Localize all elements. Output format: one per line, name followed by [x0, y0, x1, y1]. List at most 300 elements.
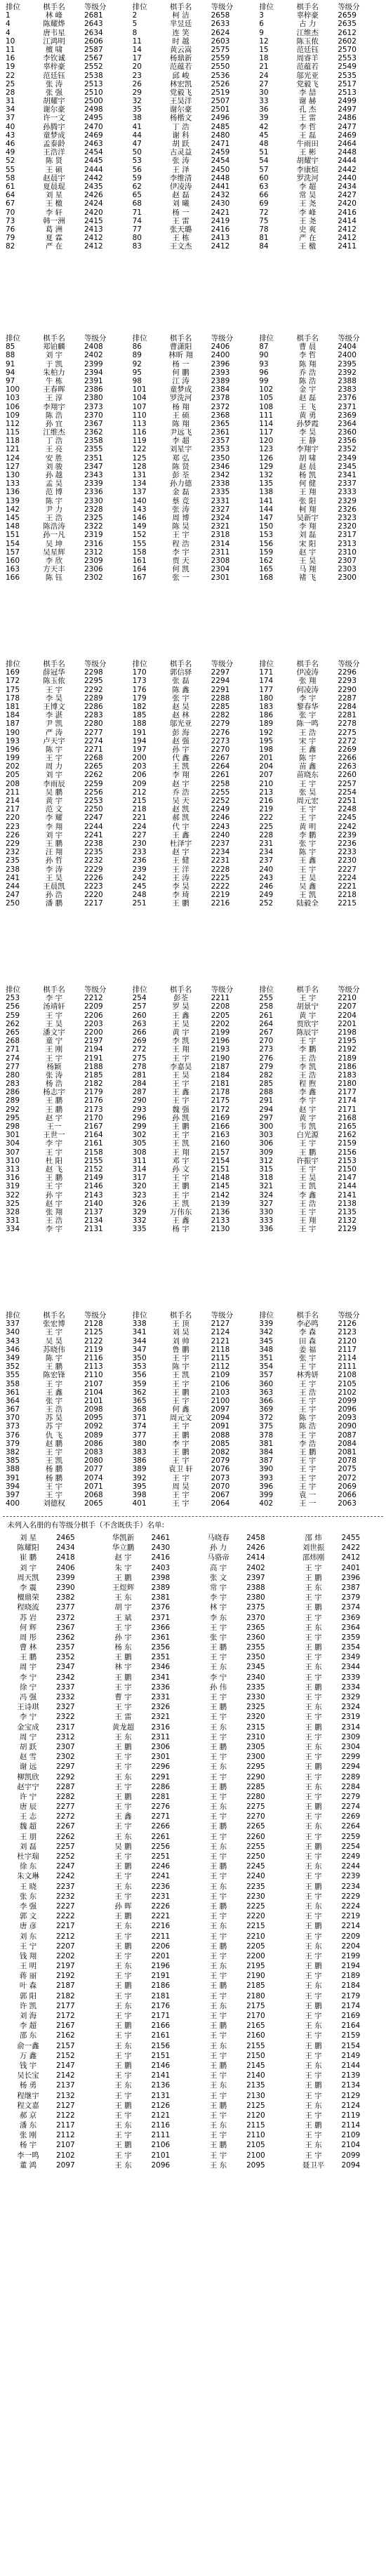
player-score: 2316	[151, 1722, 171, 1732]
player-score: 2295	[84, 677, 103, 686]
player-score: 2239	[338, 830, 357, 839]
table-row	[3, 762, 130, 771]
list-item	[193, 1782, 288, 1792]
table-row	[256, 1028, 383, 1037]
player-name: 尹远飞	[169, 428, 192, 437]
player-score: 2575	[211, 45, 230, 54]
table-row	[130, 557, 257, 565]
player-name: 王 顶	[172, 1320, 189, 1329]
player-rank: 256	[6, 1002, 20, 1011]
table-row	[3, 780, 130, 788]
list-item	[193, 1702, 288, 1712]
table-row	[130, 479, 257, 488]
player-name: 王 宇	[209, 1991, 227, 2000]
list-item	[193, 1742, 288, 1752]
list-item	[288, 1712, 384, 1722]
player-name: 王 鹏	[45, 1362, 63, 1372]
player-name: 王 鹏	[299, 1448, 317, 1456]
player-name: 陈 翔	[299, 359, 317, 369]
table-row	[256, 703, 383, 711]
table-row	[130, 488, 257, 496]
player-rank: 277	[6, 1062, 20, 1071]
player-name: 严 在	[299, 234, 317, 243]
player-name: 杨颖	[46, 1062, 62, 1071]
player-name: 王 宇	[45, 1448, 63, 1456]
player-score: 2226	[151, 1901, 171, 1911]
player-name: 王 晓	[19, 1882, 37, 1891]
player-name: 王 鹏	[114, 2061, 132, 2070]
player-score: 2444	[338, 157, 357, 166]
player-score: 2142	[56, 2071, 75, 2080]
player-name: 童 宁	[45, 1037, 63, 1046]
player-rank: 339	[259, 1320, 274, 1329]
player-name: 董 鸿	[19, 2160, 37, 2170]
player-name: 王 东	[209, 1882, 227, 1891]
player-name: 王 檄	[45, 199, 63, 208]
player-score: 2236	[338, 839, 357, 848]
player-score: 2280	[84, 719, 103, 729]
player-name: 刘 昊	[172, 1328, 189, 1337]
player-score: 2209	[84, 1002, 103, 1011]
player-rank: 218	[132, 805, 147, 814]
player-rank: 221	[132, 814, 147, 823]
player-score: 2221	[338, 882, 357, 891]
player-rank: 43	[6, 131, 15, 140]
player-rank: 265	[6, 1028, 20, 1037]
player-rank: 134	[132, 479, 147, 489]
player-score: 2086	[84, 1439, 103, 1448]
table-row	[130, 37, 257, 46]
player-rank: 154	[6, 539, 20, 548]
player-name: 赵 磊	[172, 191, 189, 200]
player-name: 白光源	[296, 1131, 319, 1140]
player-rank: 360	[259, 1379, 274, 1388]
player-score: 2093	[338, 1414, 357, 1423]
player-name: 周睿羊	[296, 54, 319, 63]
player-rank: 61	[6, 182, 15, 191]
player-score: 2369	[341, 1613, 361, 1622]
player-name: 孙 浩	[45, 891, 63, 900]
table-row	[130, 463, 257, 471]
player-score: 2166	[211, 1122, 230, 1131]
list-item	[3, 2051, 98, 2061]
player-rank: 276	[259, 1054, 274, 1063]
player-rank: 128	[132, 462, 147, 471]
list-item	[98, 2120, 194, 2130]
player-name: 王 鹏	[305, 1682, 322, 1692]
player-score: 2099	[341, 2151, 361, 2160]
table-row	[3, 1200, 130, 1208]
section-divider	[3, 1516, 383, 1517]
player-rank: 325	[6, 1199, 20, 1208]
player-name: 杨 鹏	[45, 1465, 63, 1474]
player-rank: 196	[6, 745, 20, 754]
player-name: 王 宇	[172, 1422, 189, 1431]
player-name: 王 鑫	[172, 1088, 189, 1097]
player-rank: 131	[132, 471, 147, 479]
table-row	[3, 1071, 130, 1080]
player-score: 2133	[211, 1216, 230, 1226]
ranking-column	[3, 1311, 130, 1508]
player-rank: 199	[6, 754, 20, 763]
player-score: 2229	[84, 865, 103, 874]
table-row	[3, 242, 130, 251]
player-name: 孙 伟	[209, 1682, 227, 1692]
player-name: 杜泽宇	[169, 839, 192, 848]
list-item	[98, 1712, 194, 1722]
player-name: 王 鹏	[172, 1448, 189, 1456]
table-row	[256, 814, 383, 822]
list-item	[193, 2080, 288, 2090]
table-row	[130, 711, 257, 719]
table-row	[256, 20, 383, 28]
table-row	[3, 1157, 130, 1165]
table-row	[256, 668, 383, 677]
player-rank: 340	[6, 1328, 20, 1337]
player-name: 王晨凯	[43, 882, 65, 891]
list-item	[288, 1792, 384, 1802]
table-row	[130, 1337, 257, 1346]
player-name: 王 宇	[305, 1972, 322, 1981]
header-score: 等级分	[211, 1311, 234, 1320]
player-name: 王 鹏	[299, 1148, 317, 1157]
player-score: 2103	[211, 1388, 230, 1397]
player-score: 2350	[246, 1653, 265, 1662]
player-name: 安 胜	[45, 453, 63, 463]
player-name: 王 宇	[114, 2031, 132, 2040]
player-name: 江维杰	[43, 428, 65, 437]
player-score: 2635	[338, 20, 357, 29]
table-row	[256, 394, 383, 402]
list-item	[288, 1772, 384, 1782]
player-name: 高 宇	[209, 1563, 227, 1572]
player-score: 2406	[211, 343, 230, 352]
player-rank: 172	[6, 677, 20, 686]
player-score: 2200	[246, 1951, 265, 1960]
player-rank: 215	[132, 797, 147, 805]
header-name: 棋手名	[43, 660, 65, 668]
player-score: 2207	[56, 1941, 75, 1951]
table-row	[130, 1122, 257, 1131]
player-name: 李 宁	[19, 1713, 37, 1722]
player-rank: 176	[132, 685, 147, 694]
player-name: 吴 天	[172, 797, 189, 805]
player-name: 赵 宇	[299, 547, 317, 557]
player-name: 孙 凯	[172, 1113, 189, 1122]
player-rank: 158	[132, 547, 147, 557]
table-row	[130, 1320, 257, 1328]
player-rank: 331	[6, 1216, 20, 1226]
player-score: 2471	[211, 140, 230, 148]
player-score: 2122	[84, 1336, 103, 1346]
player-score: 2249	[341, 1852, 361, 1861]
player-score: 2346	[211, 462, 230, 471]
player-rank: 376	[6, 1430, 20, 1440]
column-header	[256, 1311, 383, 1320]
player-name: 王 东	[209, 1962, 227, 1971]
table-row	[3, 174, 130, 182]
player-rank: 78	[259, 225, 269, 234]
player-name: 刘 宇	[45, 771, 63, 780]
table-row	[256, 780, 383, 788]
table-row	[256, 1139, 383, 1148]
player-name: 唐 辰	[19, 1802, 37, 1812]
list-item	[193, 1981, 288, 1991]
player-name: 李 浩	[299, 1439, 317, 1448]
table-row	[3, 531, 130, 539]
player-name: 张 宇	[45, 1396, 63, 1405]
player-name: 孙 宇	[45, 1190, 63, 1200]
player-rank: 239	[132, 865, 147, 874]
table-row	[3, 1354, 130, 1362]
table-row	[256, 488, 383, 496]
player-name: 程文嘉	[17, 2101, 39, 2110]
player-score: 2253	[84, 797, 103, 805]
player-rank: 345	[259, 1336, 274, 1346]
table-row	[3, 1088, 130, 1096]
player-score: 2068	[84, 1490, 103, 1499]
player-name: 马晓春	[207, 1534, 229, 1542]
player-score: 2241	[84, 830, 103, 839]
player-name: 王煜辉	[112, 1583, 135, 1592]
player-rank: 224	[132, 822, 147, 831]
table-row	[3, 668, 130, 677]
player-score: 2109	[341, 2131, 361, 2140]
player-score: 2206	[151, 1941, 171, 1951]
player-name: 王 宇	[299, 805, 317, 814]
player-score: 2235	[84, 848, 103, 857]
player-score: 2170	[246, 2012, 265, 2020]
list-item	[288, 1832, 384, 1842]
player-name: 王一	[46, 1122, 62, 1131]
player-name: 王 一	[299, 1499, 317, 1508]
player-rank: 161	[132, 556, 147, 565]
player-score: 2247	[56, 1862, 75, 1871]
player-name: 王 宇	[209, 1951, 227, 1960]
player-score: 2559	[211, 54, 230, 63]
player-name: 罗洗河	[296, 173, 319, 182]
player-name: 王 宇	[305, 2111, 322, 2120]
player-name: 陈辰宇	[296, 1028, 319, 1037]
table-row	[256, 174, 383, 182]
player-score: 2430	[151, 1543, 171, 1553]
player-name: 王 凯	[172, 762, 189, 771]
table-row	[3, 729, 130, 737]
player-name: 刘 磊	[299, 531, 317, 540]
player-name: 王 鹏	[114, 2101, 132, 2110]
player-score: 2177	[56, 2001, 75, 2010]
player-rank: 313	[6, 1164, 20, 1174]
list-item	[3, 2120, 98, 2130]
player-rank: 91	[6, 359, 15, 369]
table-row	[3, 199, 130, 208]
player-rank: 41	[132, 122, 142, 131]
player-score: 2382	[56, 1593, 75, 1602]
player-name: 王 鹏	[19, 1653, 37, 1662]
table-row	[3, 37, 130, 46]
player-score: 2188	[84, 1062, 103, 1071]
player-score: 2261	[211, 771, 230, 780]
table-row	[130, 891, 257, 899]
player-score: 2371	[151, 1613, 171, 1622]
player-rank: 338	[132, 1320, 147, 1329]
table-row	[3, 1448, 130, 1456]
player-rank: 2	[132, 11, 138, 20]
player-rank: 287	[132, 1088, 147, 1097]
player-rank: 387	[259, 1456, 274, 1466]
player-name: 陈 宇	[45, 1353, 63, 1362]
player-rank: 93	[259, 359, 269, 369]
player-score: 2127	[56, 2101, 75, 2110]
player-score: 2342	[211, 471, 230, 479]
player-rank: 155	[132, 539, 147, 548]
player-name: 范蕴若	[169, 62, 192, 72]
player-score: 2200	[84, 1028, 103, 1037]
player-score: 2612	[338, 28, 357, 37]
player-score: 2279	[341, 1792, 361, 1801]
table-row	[130, 686, 257, 694]
list-item	[288, 1971, 384, 1981]
player-name: 邬光亚	[169, 719, 192, 729]
list-item	[288, 1842, 384, 1852]
player-rank: 283	[6, 1080, 20, 1089]
player-score: 2075	[338, 1465, 357, 1474]
list-item	[3, 1623, 98, 1633]
list-item	[288, 1932, 384, 1941]
table-row	[130, 823, 257, 831]
player-name: 王 翔	[299, 488, 317, 497]
player-score: 2126	[151, 2101, 171, 2110]
table-row	[130, 1080, 257, 1088]
player-name: 江维杰	[296, 28, 319, 37]
player-score: 2412	[338, 225, 357, 234]
player-name: 王 昊	[299, 873, 317, 882]
player-rank: 333	[259, 1216, 274, 1226]
table-row	[256, 1080, 383, 1088]
player-score: 2331	[151, 1693, 171, 1701]
list-item	[288, 2080, 384, 2090]
player-name: 范廷钰	[43, 71, 65, 80]
list-item	[193, 1941, 288, 1951]
list-item	[193, 1882, 288, 1892]
player-rank: 354	[259, 1362, 274, 1372]
player-score: 2131	[151, 2091, 171, 2100]
table-row	[130, 1096, 257, 1105]
player-name: 王 宇	[305, 1653, 322, 1662]
table-row	[3, 703, 130, 711]
player-name: 陈耀阳	[17, 1543, 39, 1553]
player-name: 王 鹏	[114, 1862, 132, 1871]
table-row	[130, 805, 257, 814]
list-item	[288, 1941, 384, 1951]
player-name: 唐韦星	[43, 28, 65, 37]
player-rank: 216	[259, 797, 274, 805]
player-rank: 320	[132, 1182, 147, 1191]
player-name: 陈 宇	[45, 496, 63, 505]
table-row	[3, 1216, 130, 1225]
list-item	[3, 2061, 98, 2071]
header-score: 等级分	[211, 3, 234, 11]
player-rank: 74	[132, 216, 142, 225]
player-score: 2083	[84, 1448, 103, 1456]
table-row	[256, 54, 383, 62]
ranking-grid	[3, 334, 383, 582]
list-item	[193, 1563, 288, 1573]
player-rank: 350	[132, 1353, 147, 1362]
player-score: 2262	[56, 1832, 75, 1841]
player-name: 邱 峻	[172, 71, 189, 80]
player-rank: 19	[6, 62, 15, 72]
player-rank: 220	[6, 814, 20, 823]
player-name: 王 宇	[209, 1713, 227, 1722]
player-name: 王 浩	[45, 1216, 63, 1226]
player-score: 2176	[151, 2001, 171, 2010]
player-rank: 107	[132, 402, 147, 411]
player-name: 王 宇	[172, 1131, 189, 1140]
player-score: 2184	[341, 1981, 361, 1991]
ranking-column	[256, 985, 383, 1233]
player-rank: 42	[259, 122, 269, 131]
player-rank: 359	[132, 1379, 147, 1388]
player-name: 许振宇	[296, 1156, 319, 1165]
list-item	[193, 1832, 288, 1842]
player-rank: 173	[132, 677, 147, 686]
player-score: 2176	[84, 1096, 103, 1106]
player-name: 王 东	[305, 2061, 322, 2070]
player-name: 王 宇	[305, 1872, 322, 1881]
table-row	[130, 182, 257, 191]
table-row	[130, 29, 257, 37]
player-name: 王 宇	[209, 1912, 227, 1921]
player-rank: 363	[259, 1388, 274, 1397]
player-rank: 31	[6, 97, 15, 106]
header-score: 等级分	[338, 3, 360, 11]
player-rank: 201	[259, 754, 274, 763]
player-name: 吴 鹏	[114, 1842, 132, 1851]
player-name: 尹 力	[45, 505, 63, 514]
player-score: 2250	[84, 805, 103, 814]
player-rank: 70	[6, 208, 15, 217]
player-rank: 253	[6, 994, 20, 1003]
player-score: 2306	[151, 1742, 171, 1751]
player-score: 2499	[338, 97, 357, 106]
unranked-column	[193, 1533, 288, 2170]
list-item	[193, 1682, 288, 1692]
table-row	[3, 719, 130, 728]
player-score: 2209	[341, 1932, 361, 1941]
player-score: 2190	[246, 1972, 265, 1981]
player-score: 2309	[84, 556, 103, 565]
player-name: 王 东	[114, 2001, 132, 2010]
player-score: 2398	[151, 1573, 171, 1582]
player-score: 2229	[341, 1892, 361, 1901]
table-row	[3, 882, 130, 891]
player-name: 郭 阳	[19, 1991, 37, 2000]
player-name: 王 宇	[209, 1852, 227, 1861]
table-row	[130, 694, 257, 703]
table-row	[3, 797, 130, 805]
player-score: 2271	[151, 1812, 171, 1821]
table-row	[3, 497, 130, 505]
player-score: 2296	[338, 668, 357, 677]
player-name: 王 宇	[172, 1456, 189, 1466]
player-name: 夏 霖	[45, 234, 63, 243]
table-row	[3, 234, 130, 242]
table-row	[130, 831, 257, 839]
player-name: 刘 宇	[19, 1563, 37, 1572]
table-row	[130, 46, 257, 54]
player-name: 张 宇	[209, 1633, 227, 1642]
